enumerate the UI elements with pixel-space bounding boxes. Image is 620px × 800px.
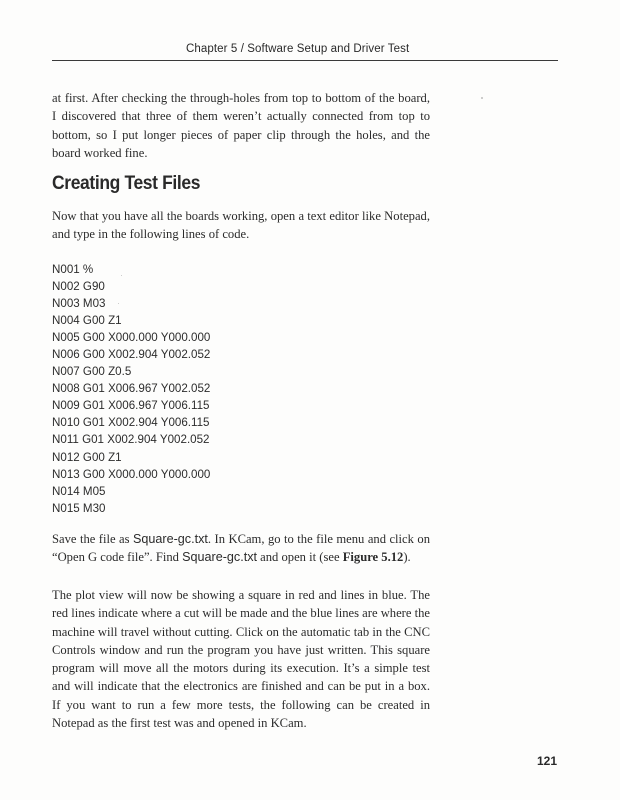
print-speck bbox=[118, 303, 119, 304]
running-head: Chapter 5 / Software Setup and Driver Test bbox=[186, 43, 410, 55]
code-line: N012 G00 Z1 bbox=[52, 450, 122, 464]
section-heading: Creating Test Files bbox=[52, 173, 201, 194]
figure-reference: Figure 5.12 bbox=[342, 550, 404, 565]
save-text-2: . In KCam, go to the file menu and click on “Open G code file”. Find bbox=[52, 532, 430, 565]
code-listing bbox=[52, 261, 210, 517]
code-line: N006 G00 X002.904 Y002.052 bbox=[52, 348, 211, 362]
save-text-1: Save the file as bbox=[52, 532, 133, 546]
code-line: N008 G01 X006.967 Y002.052 bbox=[52, 382, 211, 396]
code-line: N005 G00 X000.000 Y000.000 bbox=[52, 331, 211, 345]
code-line: N004 G00 Z1 bbox=[52, 314, 122, 328]
code-line: N011 G01 X002.904 Y002.052 bbox=[52, 433, 210, 447]
intro-paragraph: at first. After checking the through-holes from top to bottom of the board, I discovered that three of them weren’t actually connected from top to bottom, so I put longer pieces of paper clip through the holes, and the board worked fine. bbox=[52, 91, 430, 160]
save-text-4: ). bbox=[403, 550, 411, 565]
code-line: N007 G00 Z0.5 bbox=[52, 365, 132, 379]
filename-2: Square-gc.txt bbox=[182, 550, 258, 565]
code-line: N001 % bbox=[52, 263, 94, 276]
header-rule bbox=[52, 60, 558, 61]
print-speck bbox=[121, 275, 122, 276]
code-line: N013 G00 X000.000 Y000.000 bbox=[52, 467, 211, 481]
code-line: N002 G90 bbox=[52, 280, 105, 294]
code-line: N015 M30 bbox=[52, 501, 106, 515]
code-line: N003 M03 bbox=[52, 297, 106, 311]
code-line: N009 G01 X006.967 Y006.115 bbox=[52, 399, 210, 413]
page-number: 121 bbox=[537, 754, 558, 768]
save-text-3: and open it (see bbox=[257, 550, 343, 565]
plot-paragraph: The plot view will now be showing a square in red and lines in blue. The red lines indicate where a cut will be made and the blue lines are where the machine will travel without cutting. Click on the automatic tab in the CNC Controls window and run the program you have just written. This square program will move all the motors during its execution. It’s a simple test and will indicate that the electronics are finished and can be put in a box. If you want to run a few more tests, the following can be created in Notepad as the first test was and opened in KCam. bbox=[52, 588, 431, 731]
code-line: N014 M05 bbox=[52, 484, 106, 498]
filename-1: Square-gc.txt bbox=[133, 532, 208, 546]
save-paragraph bbox=[52, 530, 430, 567]
print-speck bbox=[481, 97, 483, 99]
code-line: N010 G01 X002.904 Y006.115 bbox=[52, 416, 210, 430]
lead-paragraph: Now that you have all the boards working, open a text editor like Notepad, and type in the following lines of code. bbox=[52, 209, 430, 242]
